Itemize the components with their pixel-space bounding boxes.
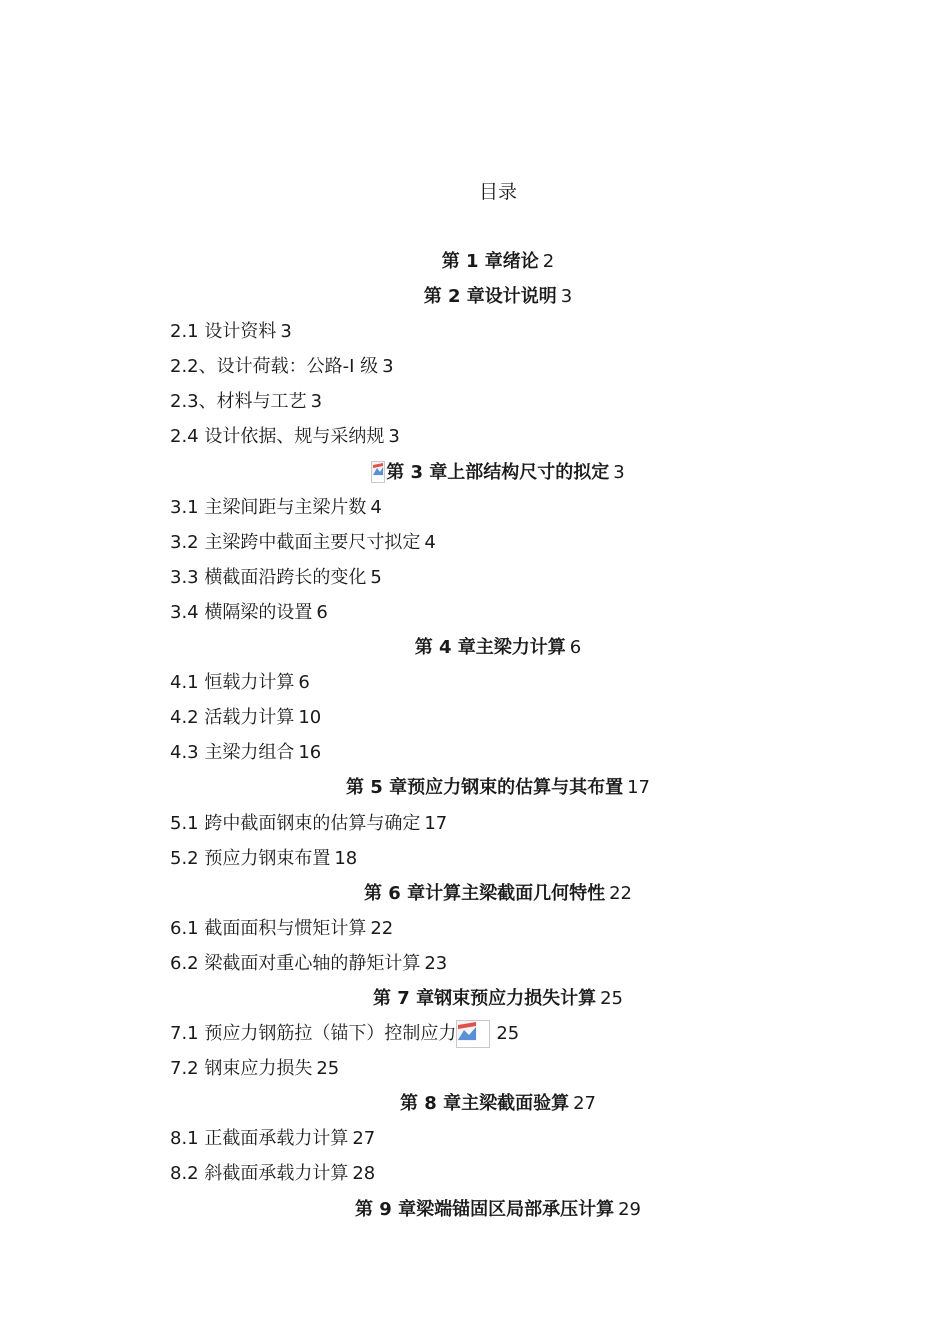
toc-entry-section-4-2[interactable] xyxy=(170,700,826,735)
toc-entry-chapter-5[interactable] xyxy=(170,770,826,805)
toc-page-number: 17 xyxy=(627,777,650,799)
toc-page-number: 3 xyxy=(613,461,625,483)
toc-page-number: 27 xyxy=(352,1128,376,1150)
broken-image-icon xyxy=(371,461,385,483)
toc-entry-text: 第 7 章钢束预应力损失计算 xyxy=(373,987,597,1009)
page-title: 目录 xyxy=(478,181,517,203)
toc-page-number: 3 xyxy=(382,356,394,378)
toc-entry-text: 4.1 恒载力计算 xyxy=(170,672,295,694)
toc-entry-section-4-3[interactable] xyxy=(170,735,826,770)
toc-page-number: 6 xyxy=(298,672,310,694)
toc-page-number: 27 xyxy=(573,1093,596,1115)
toc-page-number: 4 xyxy=(370,496,382,518)
toc-page-number: 2 xyxy=(542,251,555,272)
toc-entry-text: 第 6 章计算主梁截面几何特性 xyxy=(364,882,606,904)
toc-page-number: 23 xyxy=(424,952,448,974)
toc-entry-section-7-1[interactable] xyxy=(170,1016,826,1051)
toc-entry-text: 5.1 跨中截面钢束的估算与确定 xyxy=(170,812,421,834)
toc-entry-section-2-4[interactable] xyxy=(170,419,826,454)
broken-image-icon xyxy=(456,1020,490,1048)
toc-entry-text: 第 9 章梁端锚固区局部承压计算 xyxy=(355,1198,615,1220)
toc-entry-text: 第 4 章主梁力计算 xyxy=(414,637,566,659)
toc-entry-text: 8.2 斜截面承载力计算 xyxy=(170,1163,349,1185)
table-of-contents xyxy=(170,244,826,1227)
toc-entry-text: 第 1 章绪论 xyxy=(441,251,539,272)
toc-entry-text: 第 5 章预应力钢束的估算与其布置 xyxy=(346,777,624,799)
toc-page-number: 5 xyxy=(370,566,382,588)
toc-entry-section-3-2[interactable] xyxy=(170,525,826,560)
toc-entry-section-7-2[interactable] xyxy=(170,1051,826,1086)
toc-entry-section-5-2[interactable] xyxy=(170,841,826,876)
toc-entry-section-8-2[interactable] xyxy=(170,1156,826,1191)
toc-entry-text: 5.2 预应力钢束布置 xyxy=(170,847,331,869)
toc-entry-text: 6.1 截面面积与惯矩计算 xyxy=(170,917,367,939)
toc-entry-text: 2.1 设计资料 xyxy=(170,321,277,343)
toc-page-number: 6 xyxy=(569,637,582,659)
toc-entry-section-6-2[interactable] xyxy=(170,946,826,981)
toc-entry-chapter-4[interactable] xyxy=(170,630,826,665)
toc-entry-section-6-1[interactable] xyxy=(170,911,826,946)
toc-entry-text: 4.3 主梁力组合 xyxy=(170,742,295,764)
toc-entry-chapter-2[interactable] xyxy=(170,279,826,314)
toc-entry-chapter-6[interactable] xyxy=(170,876,826,911)
toc-page-number: 22 xyxy=(370,917,394,939)
toc-page-number: 29 xyxy=(618,1198,641,1220)
toc-page-number: 25 xyxy=(600,987,623,1009)
toc-entry-section-3-1[interactable] xyxy=(170,490,826,525)
toc-entry-text: 7.1 预应力钢筋拉（锚下）控制应力 xyxy=(170,1023,457,1045)
toc-page-number: 28 xyxy=(352,1163,376,1185)
toc-entry-text: 6.2 梁截面对重心轴的静矩计算 xyxy=(170,952,421,974)
toc-entry-chapter-3[interactable] xyxy=(170,455,826,490)
toc-entry-text: 2.2、设计荷载：公路-I 级 xyxy=(170,356,379,378)
toc-entry-section-2-2[interactable] xyxy=(170,349,826,384)
toc-page-number: 18 xyxy=(334,847,358,869)
toc-entry-text: 3.1 主梁间距与主梁片数 xyxy=(170,496,367,518)
toc-entry-chapter-9[interactable] xyxy=(170,1192,826,1227)
toc-page-number: 3 xyxy=(388,426,400,448)
toc-entry-section-5-1[interactable] xyxy=(170,806,826,841)
toc-page-number: 6 xyxy=(316,601,328,623)
toc-entry-text: 2.4 设计依据、规与采纳规 xyxy=(170,426,385,448)
toc-entry-text: 3.2 主梁跨中截面主要尺寸拟定 xyxy=(170,531,421,553)
toc-entry-section-8-1[interactable] xyxy=(170,1121,826,1156)
toc-page-number: 22 xyxy=(609,882,632,904)
toc-page-number: 3 xyxy=(280,321,292,343)
toc-page-number: 4 xyxy=(424,531,436,553)
toc-entry-section-2-3[interactable] xyxy=(170,384,826,419)
toc-page-number: 16 xyxy=(298,742,322,764)
toc-entry-section-4-1[interactable] xyxy=(170,665,826,700)
toc-entry-text: 4.2 活载力计算 xyxy=(170,707,295,729)
toc-entry-text: 3.3 横截面沿跨长的变化 xyxy=(170,566,367,588)
toc-entry-chapter-8[interactable] xyxy=(170,1086,826,1121)
toc-entry-text: 2.3、材料与工艺 xyxy=(170,391,307,413)
toc-entry-section-2-1[interactable] xyxy=(170,314,826,349)
toc-entry-text: 7.2 钢束应力损失 xyxy=(170,1058,313,1080)
toc-page-number: 10 xyxy=(298,707,322,729)
toc-entry-section-3-3[interactable] xyxy=(170,560,826,595)
toc-page-number: 25 xyxy=(316,1058,340,1080)
toc-entry-text: 8.1 正截面承载力计算 xyxy=(170,1128,349,1150)
toc-entry-text: 第 8 章主梁截面验算 xyxy=(400,1093,570,1115)
toc-entry-section-3-4[interactable] xyxy=(170,595,826,630)
toc-entry-text: 第 2 章设计说明 xyxy=(423,286,557,308)
toc-page-number: 17 xyxy=(424,812,448,834)
toc-entry-text: 第 3 章上部结构尺寸的拟定 xyxy=(386,461,610,483)
toc-page-number: 3 xyxy=(560,286,573,308)
toc-page-number: 25 xyxy=(496,1023,520,1045)
toc-entry-text: 3.4 横隔梁的设置 xyxy=(170,601,313,623)
toc-page-number: 3 xyxy=(310,391,323,413)
toc-entry-chapter-1[interactable] xyxy=(170,244,826,279)
toc-entry-chapter-7[interactable] xyxy=(170,981,826,1016)
